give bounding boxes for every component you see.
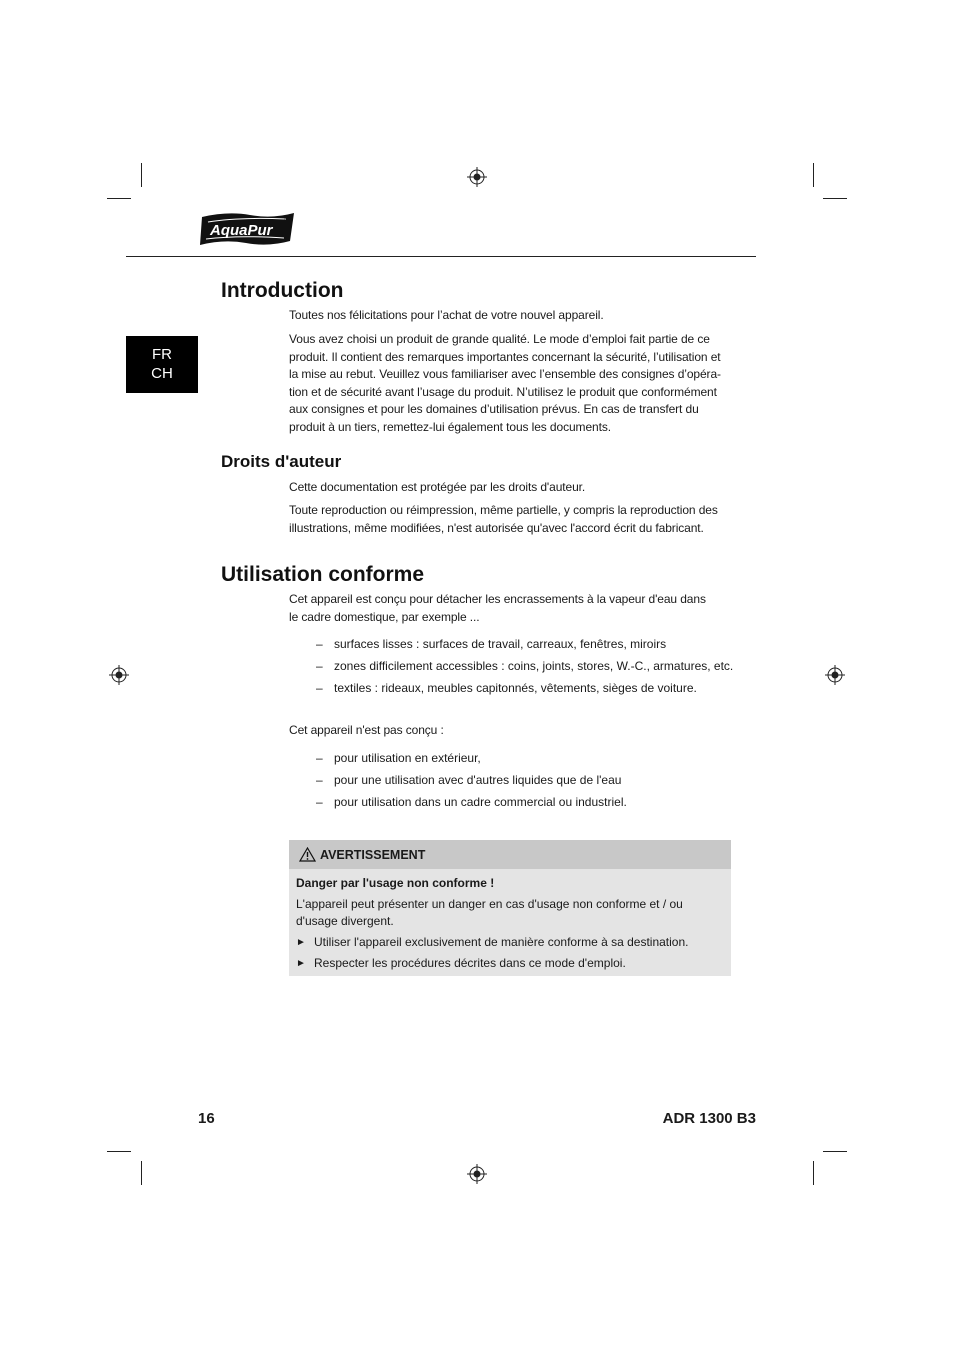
crop-mark <box>141 1161 142 1185</box>
introduction-title: Introduction <box>221 279 344 302</box>
list-item: – pour une utilisation avec d'autres liquides que de l'eau <box>316 773 622 787</box>
arrow-bullet-icon: ► <box>296 958 306 969</box>
copyright-paragraph-1: Cette documentation est protégée par les droits d'auteur. <box>289 480 586 494</box>
crop-mark <box>823 1151 847 1152</box>
intended-use-list <box>316 636 733 702</box>
registration-mark-icon <box>109 665 129 685</box>
svg-text:AquaPur: AquaPur <box>210 222 273 239</box>
warning-title: Danger par l'usage non conforme ! <box>296 876 495 890</box>
intended-use-paragraph-1: Cet appareil est conçu pour détacher les encrassements à la vapeur d'eau dans le cadre domestique, par exemple ... <box>289 592 706 624</box>
list-item: – zones difficilement accessibles : coins, joints, stores, W.-C., armatures, etc. <box>316 659 734 673</box>
warning-triangle-icon <box>299 847 316 862</box>
crop-mark <box>823 198 847 199</box>
warning-bullet: ► Utiliser l'appareil exclusivement de manière conforme à sa destination. <box>296 935 689 949</box>
aquapur-logo <box>198 209 298 249</box>
not-intended-list <box>316 750 627 816</box>
registration-mark-icon <box>467 167 487 187</box>
introduction-paragraph-2: Vous avez choisi un produit de grande qualité. Le mode d’emploi fait partie de ce produit. Il contient des remarques importantes concernant la sécurité, l’utilisation et la mise au rebut. Veuillez vous familiariser avec l’ensemble des consignes d’opéra- tion et de sécurité avant l’usage du produit. N’utilisez le produit que conformément aux consignes et pour les domaines d’utilisation prévus. En cas de transfert du produit à un tiers, remettez-lui également tous les documents. <box>289 332 721 434</box>
arrow-bullet-icon: ► <box>296 937 306 948</box>
copyright-title: Droits d'auteur <box>221 452 342 471</box>
crop-mark <box>107 198 131 199</box>
warning-label: AVERTISSEMENT <box>320 847 426 862</box>
crop-mark <box>813 1161 814 1185</box>
introduction-paragraph-1: Toutes nos félicitations pour l’achat de votre nouvel appareil. <box>289 308 604 322</box>
page-number: 16 <box>198 1110 215 1127</box>
list-item: – surfaces lisses : surfaces de travail, carreaux, fenêtres, miroirs <box>316 637 667 651</box>
language-tab-ch: CH <box>151 365 173 382</box>
list-item: – pour utilisation en extérieur, <box>316 751 481 765</box>
crop-mark <box>813 163 814 187</box>
warning-body <box>289 869 731 976</box>
crop-mark <box>107 1151 131 1152</box>
crop-mark <box>141 163 142 187</box>
registration-mark-icon <box>825 665 845 685</box>
language-tab <box>126 336 198 393</box>
model-number: ADR 1300 B3 <box>662 1110 756 1127</box>
intended-use-title: Utilisation conforme <box>221 563 425 586</box>
warning-bullet: ► Respecter les procédures décrites dans ce mode d'emploi. <box>296 956 626 970</box>
copyright-paragraph-2: Toute reproduction ou réimpression, même partielle, y compris la reproduction des illustrations, même modifiées, n'est autorisée qu'avec l'accord écrit du fabricant. <box>289 503 718 535</box>
list-item: – pour utilisation dans un cadre commercial ou industriel. <box>316 795 627 809</box>
svg-text:®: ® <box>284 216 288 222</box>
list-item: – textiles : rideaux, meubles capitonnés, vêtements, sièges de voiture. <box>316 681 697 695</box>
warning-text: L'appareil peut présenter un danger en cas d'usage non conforme et / ou d'usage divergent. <box>296 897 683 928</box>
warning-header <box>289 840 731 869</box>
warning-box <box>289 840 731 976</box>
header-rule <box>126 256 756 257</box>
language-tab-fr: FR <box>152 346 172 363</box>
intended-use-paragraph-2: Cet appareil n'est pas conçu : <box>289 723 444 737</box>
registration-mark-icon <box>467 1164 487 1184</box>
